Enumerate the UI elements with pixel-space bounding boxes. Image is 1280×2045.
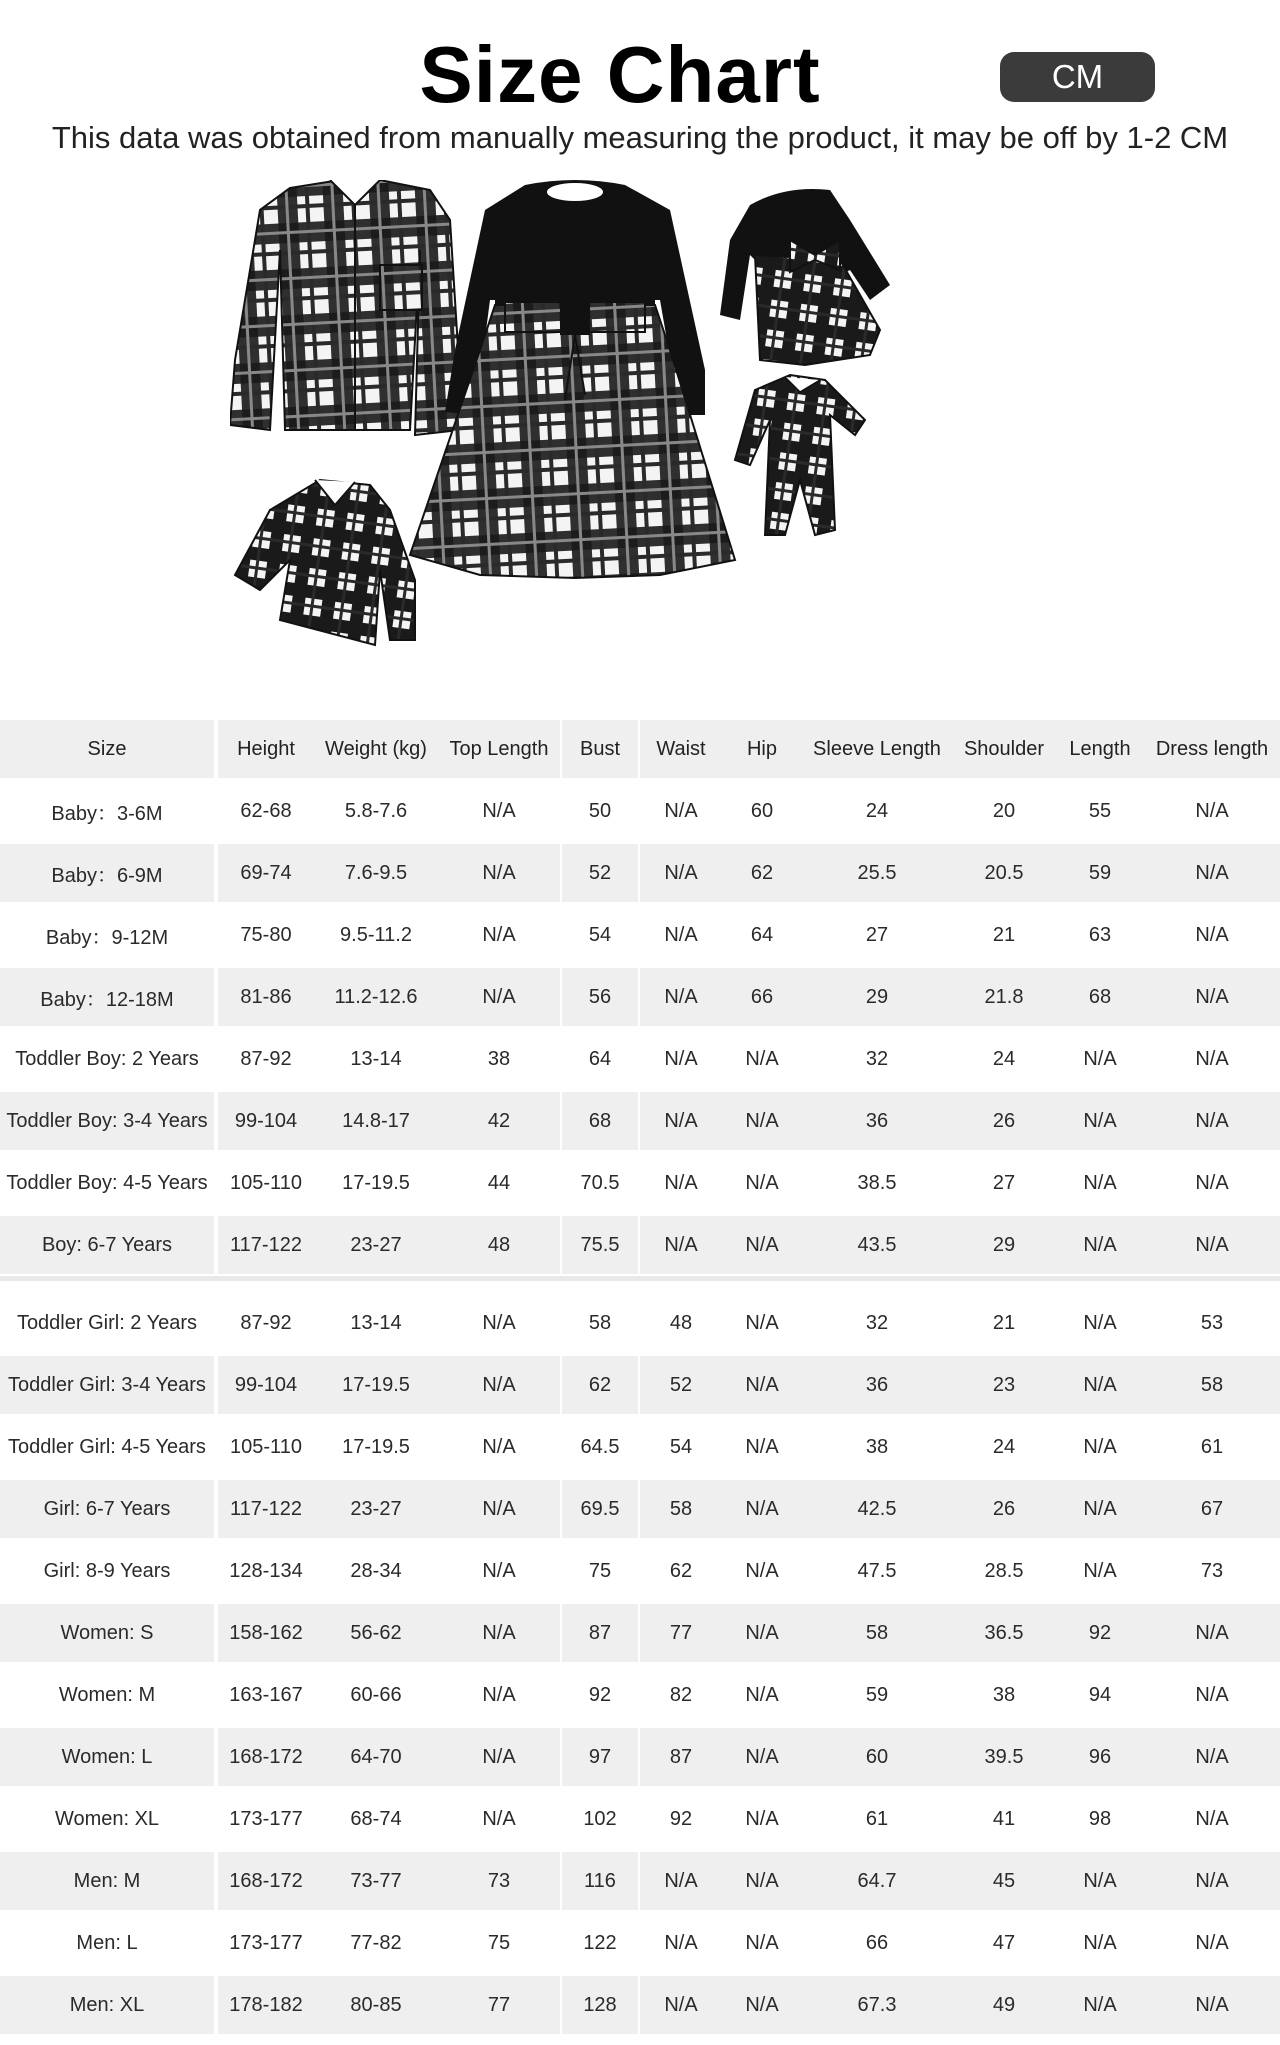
table-row	[0, 1294, 1280, 1352]
boys-plaid-shirt	[235, 480, 415, 645]
measurement-note: This data was obtained from manually measuring the product, it may be off by 1-2 CM	[51, 120, 1229, 155]
cell-bust: 50	[588, 799, 612, 822]
cell-weight: 68-74	[350, 1807, 402, 1830]
cell-dress-length: 53	[1200, 1311, 1224, 1334]
table-row	[0, 1790, 1280, 1848]
cell-shoulder: 26	[952, 1480, 1056, 1538]
cell-size: Toddler Boy: 4-5 Years	[6, 1171, 208, 1194]
cell-height: 99-104	[218, 1092, 314, 1150]
cell-waist: N/A	[664, 1171, 698, 1194]
cell-sleeve-length: 24	[865, 799, 889, 822]
cell-waist: N/A	[664, 1047, 698, 1070]
cell-size: Toddler Girl: 3-4 Years	[0, 1356, 214, 1414]
cell-sleeve-length: 58	[802, 1604, 952, 1662]
header-cell-hip: Hip	[722, 720, 802, 778]
cell-weight: 56-62	[314, 1604, 438, 1662]
cell-waist: N/A	[640, 1092, 722, 1150]
cell-bust: 128	[562, 1976, 638, 2034]
product-photo	[230, 180, 1070, 715]
cell-length: 98	[1088, 1807, 1112, 1830]
cell-hip: N/A	[745, 1047, 779, 1070]
cell-hip: N/A	[745, 1683, 779, 1706]
cell-bust: 92	[588, 1683, 612, 1706]
cell-length: N/A	[1083, 1171, 1117, 1194]
cell-length: N/A	[1083, 1931, 1117, 1954]
cell-sleeve-length: 36	[802, 1092, 952, 1150]
header-cell-shoulder: Shoulder	[952, 720, 1056, 778]
page-title: Size Chart	[419, 30, 821, 119]
cell-waist: 54	[669, 1435, 693, 1458]
table-row	[0, 1356, 1280, 1414]
baby-romper	[735, 375, 865, 535]
header-cell-length: Length	[1056, 720, 1144, 778]
cell-top-length: N/A	[482, 1559, 516, 1582]
cell-sleeve-length: 59	[865, 1683, 889, 1706]
cell-top-length: 48	[438, 1216, 560, 1274]
cell-top-length: N/A	[482, 1807, 516, 1830]
cell-waist: N/A	[640, 844, 722, 902]
cell-bust: 75.5	[562, 1216, 638, 1274]
cell-weight: 5.8-7.6	[344, 799, 408, 822]
cell-top-length: 75	[487, 1931, 511, 1954]
cell-weight: 17-19.5	[314, 1356, 438, 1414]
cell-shoulder: 24	[992, 1435, 1016, 1458]
cell-sleeve-length: 47.5	[857, 1559, 897, 1582]
cell-waist: 87	[640, 1728, 722, 1786]
cell-hip: N/A	[722, 1216, 802, 1274]
cell-size: Baby：3-6M	[51, 802, 163, 825]
cell-shoulder: 29	[952, 1216, 1056, 1274]
cell-bust: 75	[588, 1559, 612, 1582]
header-cell-dress-length: Dress length	[1144, 720, 1280, 778]
cell-dress-length: N/A	[1144, 1976, 1280, 2034]
cell-hip: 66	[722, 968, 802, 1026]
cell-sleeve-length: 38	[865, 1435, 889, 1458]
cell-weight: 14.8-17	[314, 1092, 438, 1150]
table-row	[0, 1666, 1280, 1724]
cell-weight: 7.6-9.5	[314, 844, 438, 902]
cell-height: 117-122	[218, 1480, 314, 1538]
cell-hip: N/A	[722, 1356, 802, 1414]
cell-bust: 54	[588, 923, 612, 946]
cell-size: Toddler Girl: 2 Years	[16, 1311, 198, 1334]
cell-bust: 64.5	[580, 1435, 620, 1458]
cell-top-length: N/A	[438, 844, 560, 902]
header-cell-waist: Waist	[640, 720, 722, 778]
cell-hip: 62	[722, 844, 802, 902]
cell-bust: 62	[562, 1356, 638, 1414]
cell-dress-length: N/A	[1144, 1852, 1280, 1910]
cell-height: 173-177	[229, 1807, 303, 1830]
cell-sleeve-length: 67.3	[802, 1976, 952, 2034]
cell-shoulder: 39.5	[952, 1728, 1056, 1786]
cell-bust: 68	[562, 1092, 638, 1150]
table-row	[0, 1852, 1280, 1910]
cell-hip: N/A	[745, 1931, 779, 1954]
cell-shoulder: 47	[992, 1931, 1016, 1954]
cell-height: 117-122	[218, 1216, 314, 1274]
cell-bust: 64	[588, 1047, 612, 1070]
table-row	[0, 1604, 1280, 1662]
cell-dress-length: N/A	[1195, 1683, 1229, 1706]
cell-dress-length: 58	[1144, 1356, 1280, 1414]
cell-size: Baby：6-9M	[0, 844, 214, 902]
cell-height: 105-110	[230, 1171, 302, 1194]
cell-sleeve-length: 42.5	[802, 1480, 952, 1538]
table-row	[0, 906, 1280, 964]
cell-length: N/A	[1056, 1480, 1144, 1538]
cell-hip: N/A	[722, 1092, 802, 1150]
cell-hip: N/A	[745, 1807, 779, 1830]
cell-sleeve-length: 36	[802, 1356, 952, 1414]
cell-dress-length: 67	[1144, 1480, 1280, 1538]
cell-bust: 70.5	[580, 1171, 620, 1194]
cell-sleeve-length: 43.5	[802, 1216, 952, 1274]
cell-shoulder: 28.5	[984, 1559, 1024, 1582]
cell-weight: 64-70	[314, 1728, 438, 1786]
cell-height: 99-104	[218, 1356, 314, 1414]
cell-length: 55	[1088, 799, 1112, 822]
cell-dress-length: 73	[1200, 1559, 1224, 1582]
size-chart-table	[0, 720, 1280, 2040]
cell-weight: 73-77	[314, 1852, 438, 1910]
cell-bust: 58	[588, 1311, 612, 1334]
cell-length: 96	[1056, 1728, 1144, 1786]
table-row	[0, 782, 1280, 840]
cell-waist: 62	[669, 1559, 693, 1582]
header	[0, 0, 1280, 170]
cell-top-length: N/A	[438, 1604, 560, 1662]
cell-weight: 17-19.5	[342, 1435, 410, 1458]
table-row	[0, 1030, 1280, 1088]
cell-sleeve-length: 29	[802, 968, 952, 1026]
table-row	[0, 1914, 1280, 1972]
cell-shoulder: 36.5	[952, 1604, 1056, 1662]
cell-bust: 102	[583, 1807, 617, 1830]
cell-weight: 9.5-11.2	[340, 923, 412, 946]
cell-size: Toddler Girl: 4-5 Years	[8, 1435, 206, 1458]
cell-top-length: 44	[487, 1171, 511, 1194]
cell-bust: 56	[562, 968, 638, 1026]
cell-hip: 60	[750, 799, 774, 822]
cell-height: 158-162	[218, 1604, 314, 1662]
cell-waist: 48	[669, 1311, 693, 1334]
cell-top-length: N/A	[438, 968, 560, 1026]
cell-waist: N/A	[640, 1976, 722, 2034]
cell-sleeve-length: 61	[865, 1807, 889, 1830]
cell-height: 87-92	[240, 1311, 292, 1334]
cell-size: Baby：12-18M	[0, 968, 214, 1026]
cell-size: Women: XL	[54, 1807, 160, 1830]
cell-hip: N/A	[722, 1604, 802, 1662]
cell-length: N/A	[1083, 1047, 1117, 1070]
cell-shoulder: 23	[952, 1356, 1056, 1414]
cell-height: 105-110	[230, 1435, 302, 1458]
cell-size: Baby：9-12M	[45, 926, 169, 949]
cell-top-length: N/A	[482, 799, 516, 822]
cell-bust: 52	[562, 844, 638, 902]
cell-length: N/A	[1056, 1976, 1144, 2034]
cell-height: 81-86	[218, 968, 314, 1026]
cell-waist: N/A	[664, 1931, 698, 1954]
cell-bust: 97	[562, 1728, 638, 1786]
girls-dress	[720, 189, 890, 365]
cell-weight: 17-19.5	[342, 1171, 410, 1194]
header-cell-height: Height	[218, 720, 314, 778]
cell-length: N/A	[1083, 1559, 1117, 1582]
cell-shoulder: 21.8	[952, 968, 1056, 1026]
cell-top-length: N/A	[482, 1435, 516, 1458]
cell-length: N/A	[1056, 1356, 1144, 1414]
cell-length: 59	[1056, 844, 1144, 902]
cell-hip: 64	[750, 923, 774, 946]
cell-height: 69-74	[218, 844, 314, 902]
cell-top-length: 42	[438, 1092, 560, 1150]
section-divider	[0, 1276, 1280, 1281]
cell-height: 168-172	[218, 1728, 314, 1786]
header-cell-size: Size	[0, 720, 214, 778]
cell-length: 68	[1056, 968, 1144, 1026]
cell-size: Men: M	[0, 1852, 214, 1910]
cell-sleeve-length: 60	[802, 1728, 952, 1786]
cell-sleeve-length: 32	[865, 1311, 889, 1334]
cell-waist: N/A	[640, 968, 722, 1026]
table-row	[0, 1542, 1280, 1600]
cell-dress-length: N/A	[1144, 1604, 1280, 1662]
cell-dress-length: N/A	[1144, 1092, 1280, 1150]
cell-hip: N/A	[745, 1171, 779, 1194]
cell-height: 163-167	[229, 1683, 303, 1706]
cell-dress-length: N/A	[1195, 799, 1229, 822]
cell-top-length: N/A	[482, 923, 516, 946]
cell-size: Men: L	[76, 1931, 138, 1954]
cell-shoulder: 41	[992, 1807, 1016, 1830]
cell-size: Women: M	[58, 1683, 156, 1706]
cell-sleeve-length: 25.5	[802, 844, 952, 902]
cell-waist: N/A	[640, 1216, 722, 1274]
cell-shoulder: 21	[992, 1311, 1016, 1334]
cell-sleeve-length: 27	[865, 923, 889, 946]
cell-top-length: N/A	[438, 1728, 560, 1786]
cell-bust: 69.5	[562, 1480, 638, 1538]
cell-size: Women: L	[0, 1728, 214, 1786]
cell-hip: N/A	[722, 1728, 802, 1786]
cell-bust: 122	[583, 1931, 617, 1954]
cell-waist: 52	[640, 1356, 722, 1414]
cell-sleeve-length: 38.5	[857, 1171, 897, 1194]
cell-shoulder: 27	[992, 1171, 1016, 1194]
cell-sleeve-length: 64.7	[802, 1852, 952, 1910]
cell-shoulder: 20.5	[952, 844, 1056, 902]
cell-waist: 82	[669, 1683, 693, 1706]
cell-length: N/A	[1056, 1092, 1144, 1150]
cell-size: Girl: 6-7 Years	[0, 1480, 214, 1538]
cell-waist: N/A	[664, 923, 698, 946]
table-row	[0, 1480, 1280, 1538]
cell-length: N/A	[1083, 1311, 1117, 1334]
cell-weight: 60-66	[350, 1683, 402, 1706]
cell-weight: 13-14	[350, 1311, 402, 1334]
cell-length: N/A	[1056, 1216, 1144, 1274]
cell-weight: 23-27	[314, 1216, 438, 1274]
cell-weight: 77-82	[350, 1931, 402, 1954]
cell-size: Toddler Boy: 3-4 Years	[0, 1092, 214, 1150]
cell-hip: N/A	[745, 1311, 779, 1334]
womens-dress	[410, 180, 735, 578]
cell-height: 178-182	[218, 1976, 314, 2034]
cell-dress-length: N/A	[1195, 1807, 1229, 1830]
cell-top-length: N/A	[438, 1480, 560, 1538]
cell-shoulder: 38	[992, 1683, 1016, 1706]
cell-size: Boy: 6-7 Years	[0, 1216, 214, 1274]
cell-height: 62-68	[240, 799, 292, 822]
header-cell-top-length: Top Length	[438, 720, 560, 778]
cell-top-length: N/A	[482, 1683, 516, 1706]
cell-dress-length: N/A	[1144, 844, 1280, 902]
header-cell-sleeve-length: Sleeve Length	[802, 720, 952, 778]
cell-dress-length: N/A	[1195, 1171, 1229, 1194]
cell-size: Men: XL	[0, 1976, 214, 2034]
table-row	[0, 1092, 1280, 1150]
cell-dress-length: N/A	[1195, 1931, 1229, 1954]
cell-dress-length: N/A	[1195, 923, 1229, 946]
cell-dress-length: N/A	[1144, 1216, 1280, 1274]
cell-hip: N/A	[722, 1976, 802, 2034]
table-row	[0, 1154, 1280, 1212]
cell-hip: N/A	[722, 1480, 802, 1538]
cell-height: 128-134	[229, 1559, 303, 1582]
header-cell-bust: Bust	[562, 720, 638, 778]
cell-hip: N/A	[745, 1435, 779, 1458]
cell-shoulder: 24	[992, 1047, 1016, 1070]
header-cell-weight: Weight (kg)	[314, 720, 438, 778]
cell-shoulder: 49	[952, 1976, 1056, 2034]
cell-dress-length: N/A	[1144, 1728, 1280, 1786]
table-header-row	[0, 720, 1280, 778]
cell-top-length: N/A	[438, 1356, 560, 1414]
cell-shoulder: 21	[992, 923, 1016, 946]
cell-shoulder: 26	[952, 1092, 1056, 1150]
cell-hip: N/A	[722, 1852, 802, 1910]
mens-plaid-shirt	[230, 180, 460, 435]
cell-length: 94	[1088, 1683, 1112, 1706]
cell-sleeve-length: 66	[865, 1931, 889, 1954]
cell-size: Girl: 8-9 Years	[43, 1559, 171, 1582]
table-row	[0, 1418, 1280, 1476]
cell-dress-length: N/A	[1195, 1047, 1229, 1070]
cell-size: Women: S	[0, 1604, 214, 1662]
cell-shoulder: 45	[952, 1852, 1056, 1910]
cell-bust: 87	[562, 1604, 638, 1662]
cell-weight: 13-14	[350, 1047, 402, 1070]
cell-length: N/A	[1083, 1435, 1117, 1458]
cell-sleeve-length: 32	[865, 1047, 889, 1070]
cell-size: Toddler Boy: 2 Years	[15, 1047, 199, 1070]
cell-length: N/A	[1056, 1852, 1144, 1910]
table-row	[0, 1728, 1280, 1786]
cell-waist: 58	[640, 1480, 722, 1538]
cell-weight: 23-27	[314, 1480, 438, 1538]
table-row	[0, 1216, 1280, 1274]
cell-height: 75-80	[240, 923, 292, 946]
cell-height: 173-177	[229, 1931, 303, 1954]
cell-top-length: 73	[438, 1852, 560, 1910]
cell-length: 92	[1056, 1604, 1144, 1662]
table-row	[0, 968, 1280, 1026]
cell-shoulder: 20	[992, 799, 1016, 822]
cell-weight: 28-34	[350, 1559, 402, 1582]
cell-height: 87-92	[240, 1047, 292, 1070]
cell-waist: 92	[669, 1807, 693, 1830]
cell-weight: 11.2-12.6	[314, 968, 438, 1026]
cell-dress-length: N/A	[1144, 968, 1280, 1026]
cell-hip: N/A	[745, 1559, 779, 1582]
cell-waist: N/A	[640, 1852, 722, 1910]
table-row	[0, 1976, 1280, 2034]
cell-waist: 77	[640, 1604, 722, 1662]
cell-waist: N/A	[664, 799, 698, 822]
cell-top-length: 38	[487, 1047, 511, 1070]
cell-dress-length: 61	[1200, 1435, 1224, 1458]
cell-length: 63	[1088, 923, 1112, 946]
cell-top-length: N/A	[482, 1311, 516, 1334]
table-row	[0, 844, 1280, 902]
cell-bust: 116	[562, 1852, 638, 1910]
cell-height: 168-172	[218, 1852, 314, 1910]
cell-weight: 80-85	[314, 1976, 438, 2034]
unit-badge: CM	[1000, 52, 1155, 102]
cell-top-length: 77	[438, 1976, 560, 2034]
